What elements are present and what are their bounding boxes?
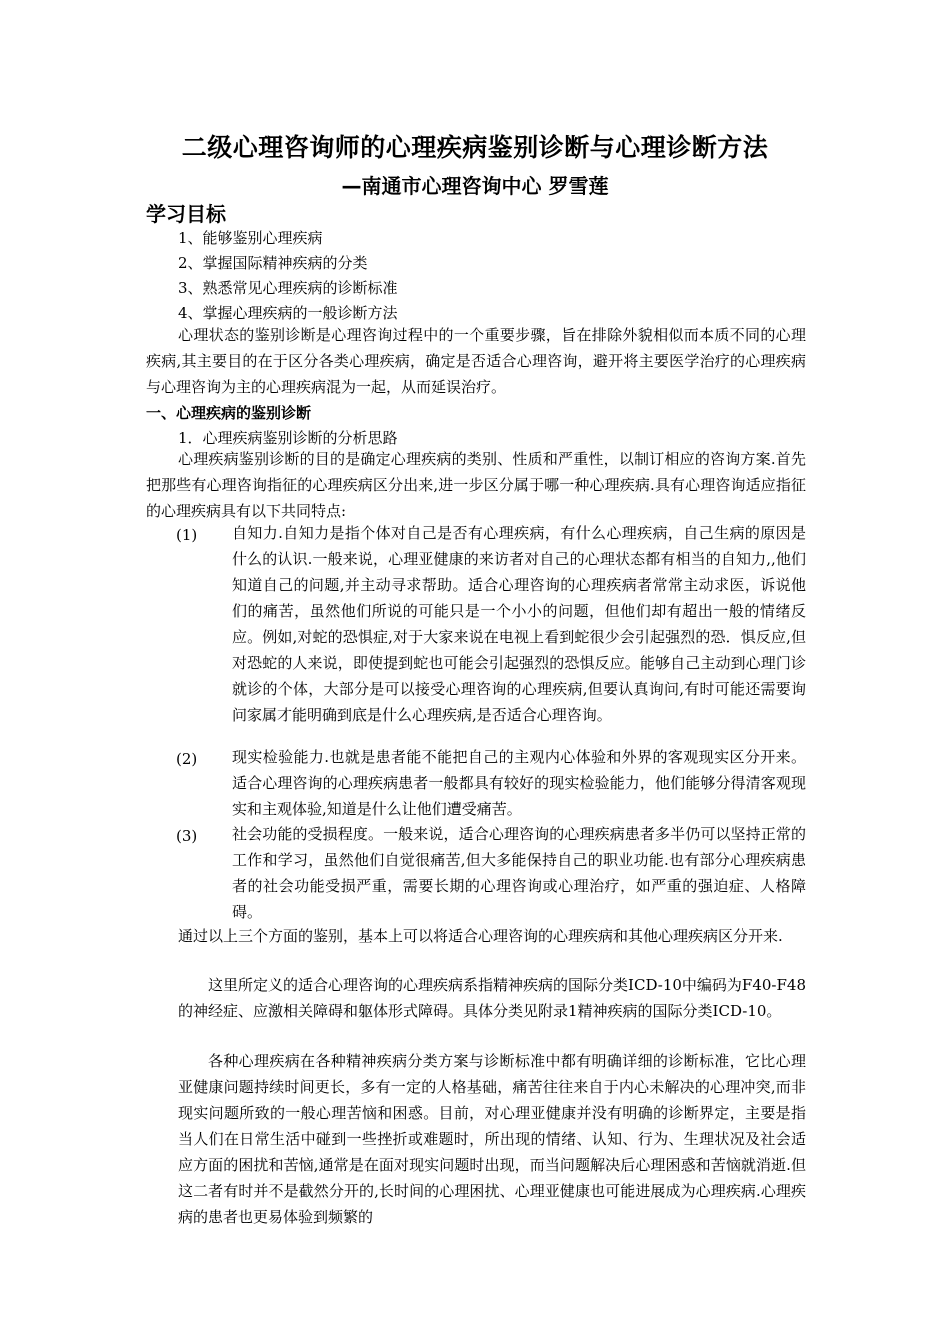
goal-item: 2、掌握国际精神疾病的分类 bbox=[178, 254, 368, 272]
list-number: (3) bbox=[176, 827, 198, 845]
intro-paragraph: 心理状态的鉴别诊断是心理咨询过程中的一个重要步骤，旨在排除外貌相似而本质不同的心理疾病,其主要目的在于区分各类心理疾病，确定是否适合心理咨询，避开将主要医学治疗的心理疾病与心理咨询为主的心理疾病混为一起，从而延误治疗。 bbox=[146, 326, 806, 396]
subsection-heading: 1．心理疾病鉴别诊断的分析思路 bbox=[178, 429, 398, 447]
list-item-text: 社会功能的受损程度。一般来说，适合心理咨询的心理疾病患者多半仍可以坚持正常的工作和学习，虽然他们自觉很痛苦,但大多能保持自己的职业功能.也有部分心理疾病患者的社会功能受损严重，需要长期的心理咨询或心理治疗，如严重的强迫症、人格障碍。 bbox=[232, 825, 806, 921]
goal-item: 1、能够鉴别心理疾病 bbox=[178, 229, 323, 247]
section-heading-goals: 学习目标 bbox=[146, 202, 226, 226]
goal-item: 3、熟悉常见心理疾病的诊断标准 bbox=[178, 279, 398, 297]
list-item-text: 自知力.自知力是指个体对自己是否有心理疾病，有什么心理疾病，自己生病的原因是什么的认识.一般来说，心理亚健康的来访者对自己的心理状态都有相当的自知力,,他们知道自己的问题,并主动寻求帮助。适合心理咨询的心理疾病者常常主动求医，诉说他们的痛苦，虽然他们所说的可能只是一个小小的问题，但他们却有超出一般的情绪反应。例如,对蛇的恐惧症,对于大家来说在电视上看到蛇很少会引起强烈的恐．惧反应,但对恐蛇的人来说，即使提到蛇也可能会引起强烈的恐惧反应。能够自己主动到心理门诊就诊的个体，大部分是可以接受心理咨询的心理疾病,但要认真询问,有时可能还需要询问家属才能明确到底是什么心理疾病,是否适合心理咨询。 bbox=[232, 524, 806, 724]
list-item-text: 现实检验能力.也就是患者能不能把自己的主观内心体验和外界的客观现实区分开来。适合心理咨询的心理疾病患者一般都具有较好的现实检验能力，他们能够分得清客观现实和主观体验,知道是什么让他们遭受痛苦。 bbox=[232, 748, 806, 818]
list-number: (2) bbox=[176, 750, 198, 768]
document-subtitle: —南通市心理咨询中心 罗雪莲 bbox=[341, 174, 609, 198]
paragraph-3: 这里所定义的适合心理咨询的心理疾病系指精神疾病的国际分类ICD-10中编码为F40-F48的神经症、应激相关障碍和躯体形式障碍。具体分类见附录1精神疾病的国际分类ICD-10。 bbox=[178, 976, 806, 1020]
paragraph-2: 通过以上三个方面的鉴别，基本上可以将适合心理咨询的心理疾病和其他心理疾病区分开来. bbox=[178, 927, 783, 945]
paragraph-4: 各种心理疾病在各种精神疾病分类方案与诊断标准中都有明确详细的诊断标准，它比心理亚健康问题持续时间更长，多有一定的人格基础，痛苦往往来自于内心未解决的心理冲突,而非现实问题所致的一般心理苦恼和困惑。目前，对心理亚健康并没有明确的诊断界定，主要是指当人们在日常生活中碰到一些挫折或难题时，所出现的情绪、认知、行为、生理状况及社会适应方面的困扰和苦恼,通常是在面对现实问题时出现，而当问题解决后心理困惑和苦恼就消逝.但这二者有时并不是截然分开的,长时间的心理困扰、心理亚健康也可能进展成为心理疾病.心理疾病的患者也更易体验到频繁的 bbox=[178, 1052, 806, 1226]
goal-item: 4、掌握心理疾病的一般诊断方法 bbox=[178, 304, 398, 322]
list-number: (1) bbox=[176, 526, 198, 544]
document-title: 二级心理咨询师的心理疾病鉴别诊断与心理诊断方法 bbox=[181, 133, 769, 162]
paragraph-1: 心理疾病鉴别诊断的目的是确定心理疾病的类别、性质和严重性，以制订相应的咨询方案.首先把那些有心理咨询指征的心理疾病区分出来,进一步区分属于哪一种心理疾病.具有心理咨询适应指征的心理疾病具有以下共同特点: bbox=[146, 450, 806, 520]
section-heading-1: 一、心理疾病的鉴别诊断 bbox=[146, 404, 312, 422]
